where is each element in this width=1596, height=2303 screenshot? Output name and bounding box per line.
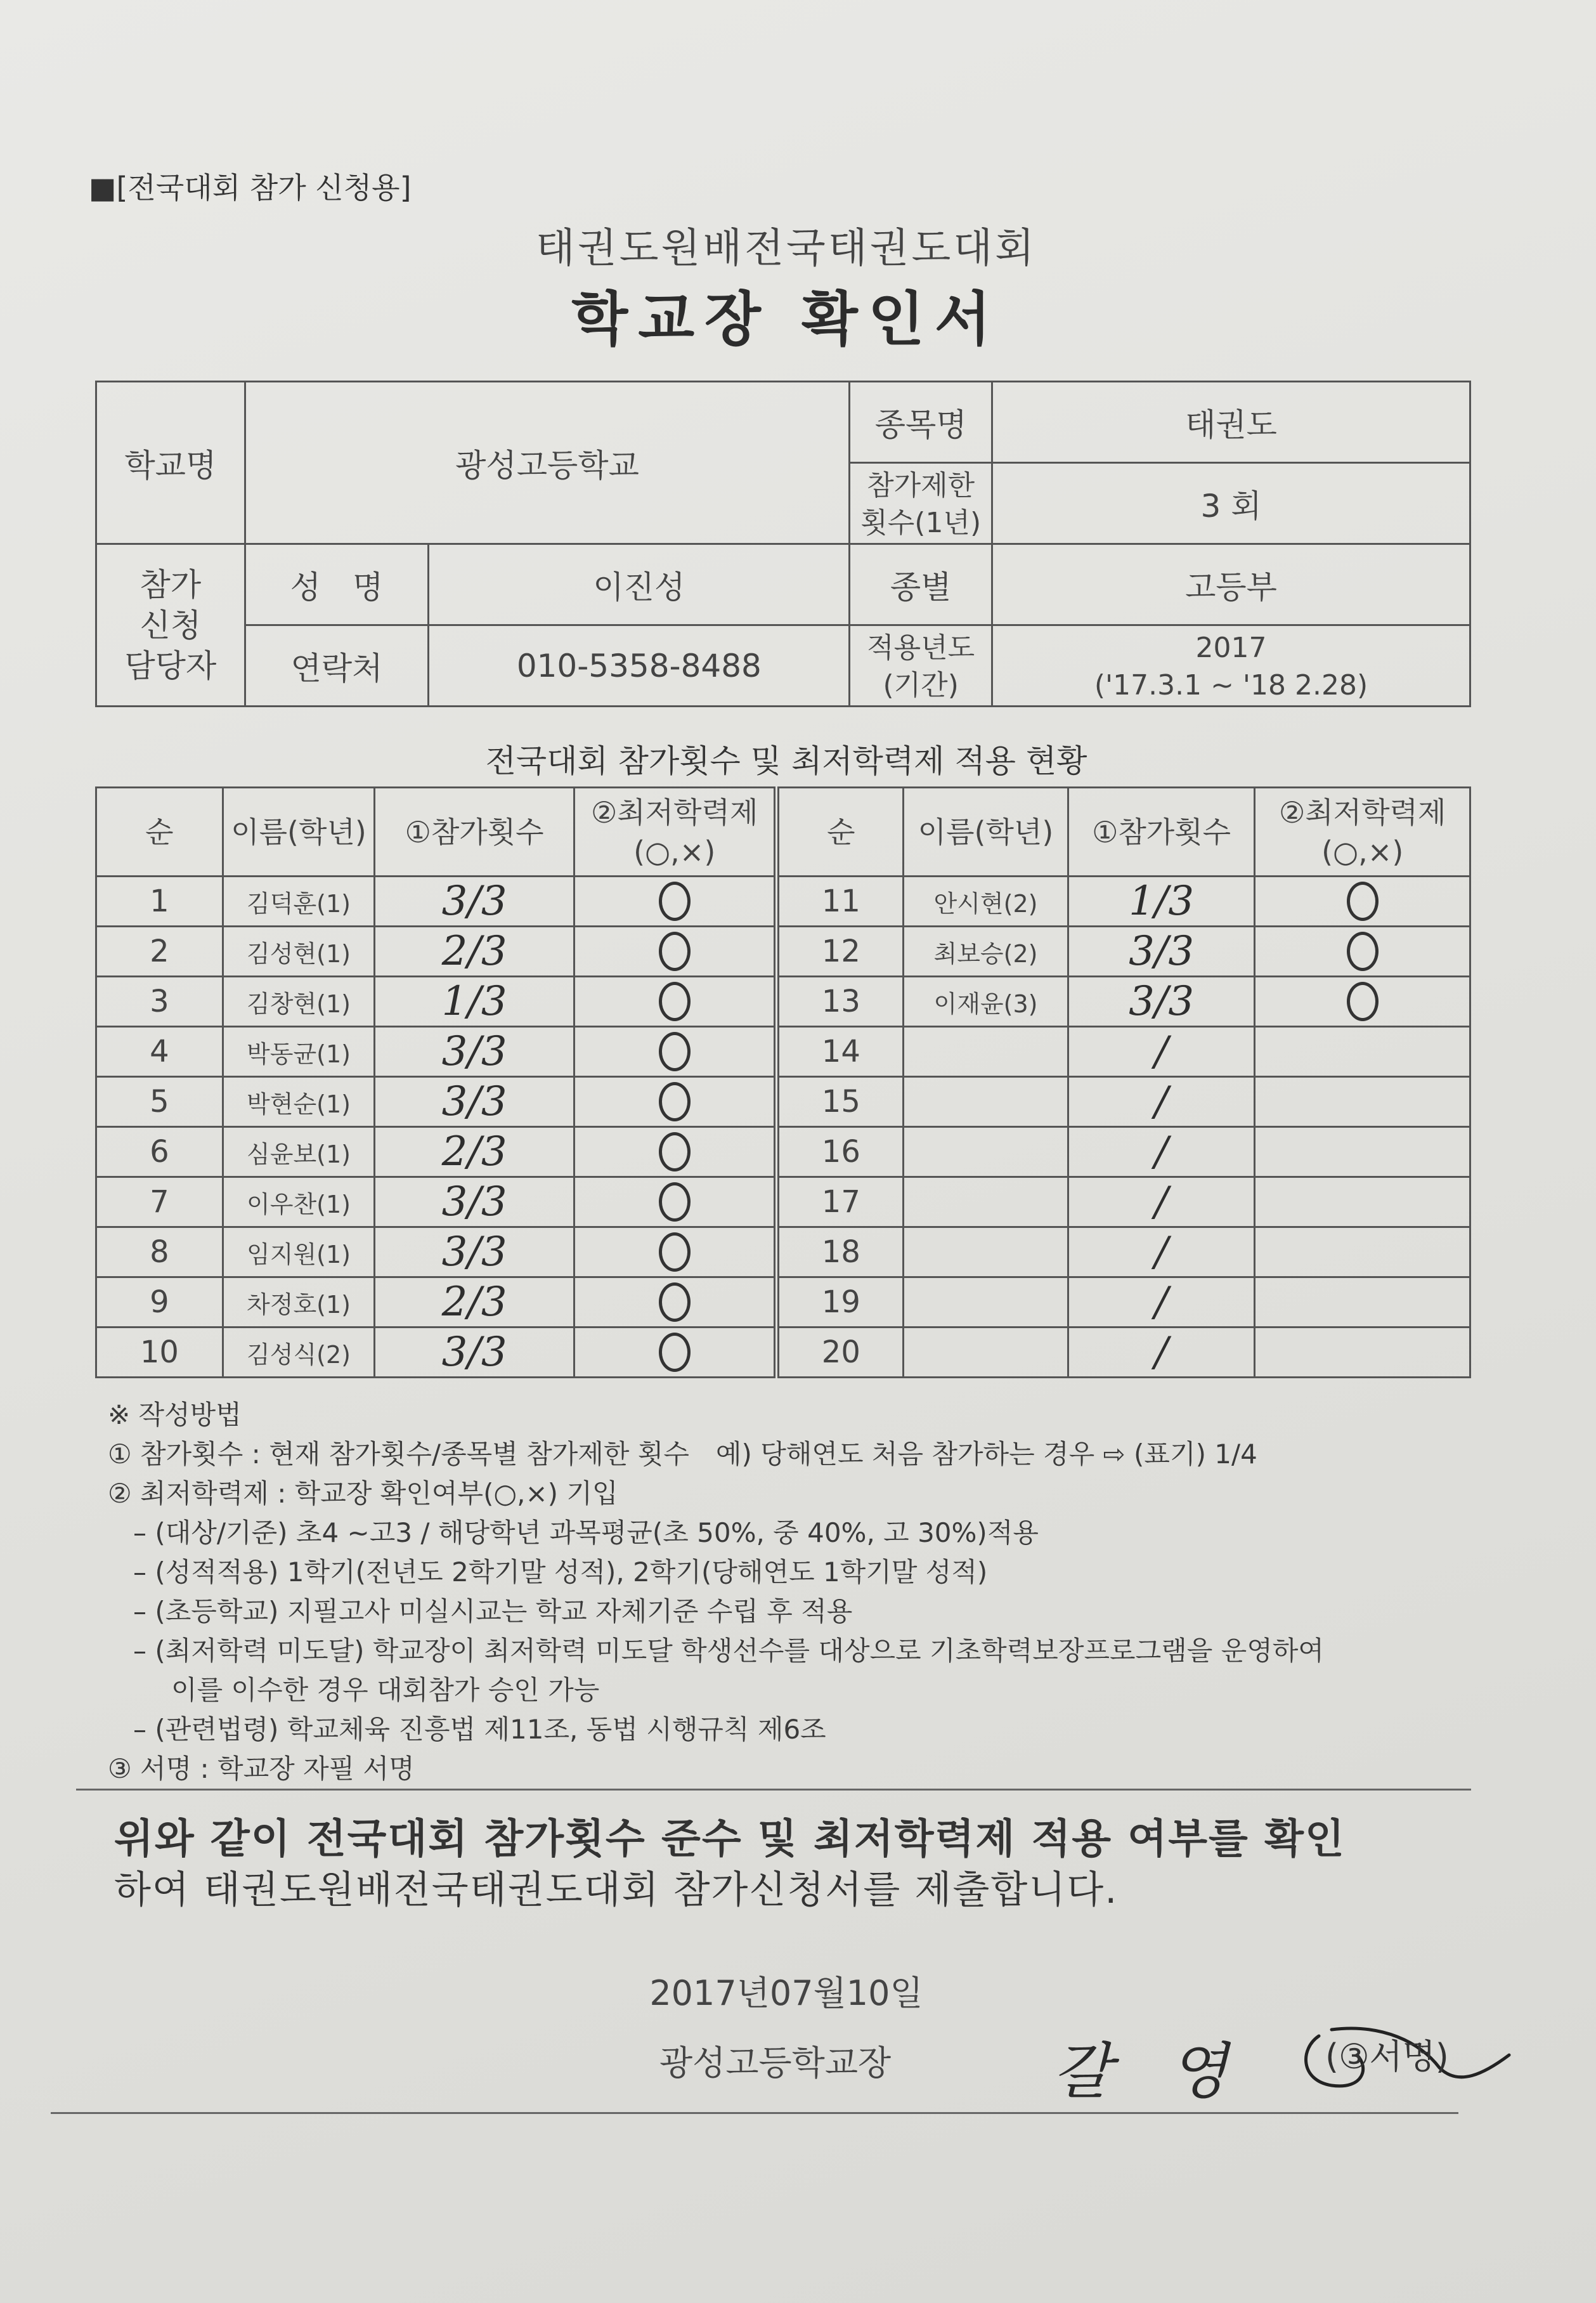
form-type-tag: ■[전국대회 참가 신청용]	[89, 171, 412, 205]
row-no-right: 15	[777, 1077, 904, 1127]
note-2a: – (대상/기준) 초4 ~고3 / 해당학년 과목평균(초 50%, 중 40%, 고 30%)적용	[133, 1517, 1039, 1548]
row-no-right: 14	[777, 1027, 904, 1077]
participation-count: 3/3	[375, 1027, 574, 1077]
min-academic-mark-cell	[574, 1227, 777, 1277]
year-period: ('17.3.1 ~ '18 2.28)	[1094, 669, 1368, 701]
row-no-right: 11	[777, 877, 904, 927]
min-academic-mark-right	[1347, 882, 1379, 921]
participation-count-right: /	[1068, 1177, 1255, 1227]
table-row	[96, 1127, 1470, 1177]
row-no-right: 18	[777, 1227, 904, 1277]
participation-count-right: /	[1068, 1277, 1255, 1328]
header-min: ②최저학력제	[590, 795, 758, 830]
roster-header-row	[96, 788, 1470, 877]
student-name-right: 최보승(2)	[904, 927, 1068, 977]
document-title: 학교장 확인서	[571, 285, 1001, 353]
year-label-cell	[850, 625, 992, 707]
student-name-right	[904, 1227, 1068, 1277]
row-no: 4	[96, 1027, 223, 1077]
row-no-right: 12	[777, 927, 904, 977]
participation-count-right: /	[1068, 1077, 1255, 1127]
participation-count-right: 3/3	[1068, 927, 1255, 977]
note-2b: – (성적적용) 1학기(전년도 2학기말 성적), 2학기(당해연도 1학기말 성적)	[133, 1556, 988, 1588]
school-name: 광성고등학교	[245, 382, 850, 544]
min-academic-mark-right-cell	[1255, 877, 1470, 927]
header-no: 순	[96, 788, 223, 877]
divider-line	[76, 1789, 1471, 1791]
table-row	[96, 977, 1470, 1027]
document-page	[76, 127, 1496, 2271]
limit-value: 3 회	[992, 463, 1470, 544]
student-name-right	[904, 1328, 1068, 1378]
division-value: 고등부	[992, 544, 1470, 625]
participation-count: 3/3	[375, 877, 574, 927]
note-2e: – (관련법령) 학교체육 진흥법 제11조, 동법 시행규칙 제6조	[133, 1714, 826, 1745]
row-no: 1	[96, 877, 223, 927]
student-name-right	[904, 1277, 1068, 1328]
header-count-right: ①참가횟수	[1068, 788, 1255, 877]
min-academic-mark-cell	[574, 977, 777, 1027]
row-no-right: 16	[777, 1127, 904, 1177]
submission-date: 2017년07월10일	[649, 1973, 923, 2013]
confirm-line-2: 하여 태권도원배전국태권도대회 참가신청서를 제출합니다.	[114, 1868, 1119, 1912]
manager-label: 참가 신청 담당자	[96, 544, 245, 707]
confirmation-statement	[114, 1814, 1484, 1915]
row-no: 8	[96, 1227, 223, 1277]
student-name: 이우찬(1)	[223, 1177, 375, 1227]
participation-count-right: /	[1068, 1227, 1255, 1277]
min-academic-mark-cell	[574, 1127, 777, 1177]
student-name-right: 이재윤(3)	[904, 977, 1068, 1027]
roster-table	[95, 786, 1471, 1378]
row-no-right: 19	[777, 1277, 904, 1328]
min-academic-mark-cell	[574, 1077, 777, 1127]
student-name: 김성식(2)	[223, 1328, 375, 1378]
student-name: 김성현(1)	[223, 927, 375, 977]
table-row	[96, 1177, 1470, 1227]
student-name: 김창현(1)	[223, 977, 375, 1027]
name-label: 성 명	[245, 544, 429, 625]
status-section-title: 전국대회 참가횟수 및 최저학력제 적용 현황	[485, 743, 1087, 780]
signer-title: 광성고등학교장	[659, 2043, 892, 2083]
header-min-cell-right	[1255, 788, 1470, 877]
division-label: 종별	[850, 544, 992, 625]
participation-count: 1/3	[375, 977, 574, 1027]
min-academic-mark	[659, 982, 691, 1021]
header-name: 이름(학년)	[223, 788, 375, 877]
note-2d-cont: 이를 이수한 경우 대회참가 승인 가능	[171, 1674, 600, 1706]
min-academic-mark-cell	[574, 1177, 777, 1227]
header-min-sub: (○,×)	[633, 834, 716, 869]
min-academic-mark	[659, 882, 691, 921]
student-name-right: 안시현(2)	[904, 877, 1068, 927]
header-min-right: ②최저학력제	[1278, 795, 1446, 830]
student-name-right	[904, 1127, 1068, 1177]
school-label: 학교명	[96, 382, 245, 544]
min-academic-mark	[659, 1082, 691, 1121]
student-name: 박동균(1)	[223, 1027, 375, 1077]
table-row	[96, 877, 1470, 927]
event-value: 태권도	[992, 382, 1470, 463]
note-1: ① 참가횟수 : 현재 참가횟수/종목별 참가제한 횟수 예) 당해연도 처음 참가하는 경우 ⇨ (표기) 1/4	[108, 1439, 1257, 1470]
min-academic-mark	[659, 1333, 691, 1372]
student-name: 김덕훈(1)	[223, 877, 375, 927]
row-no: 10	[96, 1328, 223, 1378]
participation-count: 2/3	[375, 927, 574, 977]
notes-heading: ※ 작성방법	[108, 1399, 242, 1430]
header-name-right: 이름(학년)	[904, 788, 1068, 877]
min-academic-mark-right-cell	[1255, 1328, 1470, 1378]
header-count: ①참가횟수	[375, 788, 574, 877]
min-academic-mark-right-cell	[1255, 927, 1470, 977]
participation-count: 2/3	[375, 1277, 574, 1328]
min-academic-mark	[659, 1132, 691, 1171]
table-row	[96, 927, 1470, 977]
min-academic-mark-right-cell	[1255, 1127, 1470, 1177]
year-sub-label: (기간)	[883, 669, 959, 701]
row-no-right: 20	[777, 1328, 904, 1378]
min-academic-mark	[659, 932, 691, 971]
instructions	[108, 1395, 1477, 1789]
confirm-line-1: 위와 같이 전국대회 참가횟수 준수 및 최저학력제 적용 여부를 확인	[114, 1816, 1346, 1863]
participation-count: 3/3	[375, 1328, 574, 1378]
year-label: 적용년도	[867, 631, 975, 664]
event-label: 종목명	[850, 382, 992, 463]
min-academic-mark-right-cell	[1255, 1227, 1470, 1277]
student-name-right	[904, 1027, 1068, 1077]
row-no: 2	[96, 927, 223, 977]
signature-label: (③서명)	[1325, 2037, 1449, 2077]
note-3: ③ 서명 : 학교장 자필 서명	[108, 1753, 415, 1784]
year-value-cell	[992, 625, 1470, 707]
min-academic-mark-right-cell	[1255, 1177, 1470, 1227]
applicant-info-table	[95, 381, 1471, 707]
table-row	[96, 1077, 1470, 1127]
row-no: 7	[96, 1177, 223, 1227]
min-academic-mark	[659, 1232, 691, 1272]
participation-count-right: /	[1068, 1127, 1255, 1177]
limit-label: 참가제한	[867, 469, 975, 502]
min-academic-mark	[659, 1032, 691, 1071]
table-row	[96, 1027, 1470, 1077]
header-min-cell	[574, 788, 777, 877]
min-academic-mark	[659, 1182, 691, 1222]
min-academic-mark-cell	[574, 1328, 777, 1378]
student-name: 차정호(1)	[223, 1277, 375, 1328]
manager-name: 이진성	[429, 544, 850, 625]
participation-count-right: /	[1068, 1027, 1255, 1077]
event-subtitle: 태권도원배전국태권도대회	[536, 225, 1037, 272]
row-no-right: 13	[777, 977, 904, 1027]
participation-count: 2/3	[375, 1127, 574, 1177]
min-academic-mark-right-cell	[1255, 977, 1470, 1027]
table-row	[96, 1227, 1470, 1277]
table-row	[96, 1328, 1470, 1378]
row-no-right: 17	[777, 1177, 904, 1227]
row-no: 5	[96, 1077, 223, 1127]
table-row	[96, 1277, 1470, 1328]
participation-count-right: 1/3	[1068, 877, 1255, 927]
min-academic-mark-right	[1347, 932, 1379, 971]
year-value: 2017	[1195, 631, 1267, 664]
student-name-right	[904, 1077, 1068, 1127]
student-name: 심윤보(1)	[223, 1127, 375, 1177]
contact-label: 연락처	[245, 625, 429, 707]
participation-count: 3/3	[375, 1177, 574, 1227]
min-academic-mark-cell	[574, 927, 777, 977]
row-no: 3	[96, 977, 223, 1027]
min-academic-mark-cell	[574, 1277, 777, 1328]
row-no: 9	[96, 1277, 223, 1328]
min-academic-mark-right-cell	[1255, 1027, 1470, 1077]
student-name-right	[904, 1177, 1068, 1227]
participation-count-right: /	[1068, 1328, 1255, 1378]
participation-count: 3/3	[375, 1227, 574, 1277]
header-min-sub-right: (○,×)	[1321, 834, 1404, 869]
note-2c: – (초등학교) 지필고사 미실시교는 학교 자체기준 수립 후 적용	[133, 1596, 853, 1627]
min-academic-mark-right-cell	[1255, 1277, 1470, 1328]
row-no: 6	[96, 1127, 223, 1177]
bottom-line	[51, 2112, 1458, 2114]
min-academic-mark-right-cell	[1255, 1077, 1470, 1127]
note-2d: – (최저학력 미도달) 학교장이 최저학력 미도달 학생선수를 대상으로 기초학력보장프로그램을 운영하여	[133, 1635, 1324, 1666]
limit-sub-label: 횟수(1년)	[860, 506, 982, 539]
participation-count-right: 3/3	[1068, 977, 1255, 1027]
header-no-right: 순	[777, 788, 904, 877]
min-academic-mark-cell	[574, 1027, 777, 1077]
contact-value: 010-5358-8488	[429, 625, 850, 707]
min-academic-mark-cell	[574, 877, 777, 927]
student-name: 임지원(1)	[223, 1227, 375, 1277]
handwritten-signature-name: 갈 영	[1053, 2036, 1247, 2107]
min-academic-mark-right	[1347, 982, 1379, 1021]
participation-count: 3/3	[375, 1077, 574, 1127]
note-2: ② 최저학력제 : 학교장 확인여부(○,×) 기입	[108, 1478, 618, 1509]
min-academic-mark	[659, 1282, 691, 1322]
limit-label-cell	[850, 463, 992, 544]
student-name: 박현순(1)	[223, 1077, 375, 1127]
